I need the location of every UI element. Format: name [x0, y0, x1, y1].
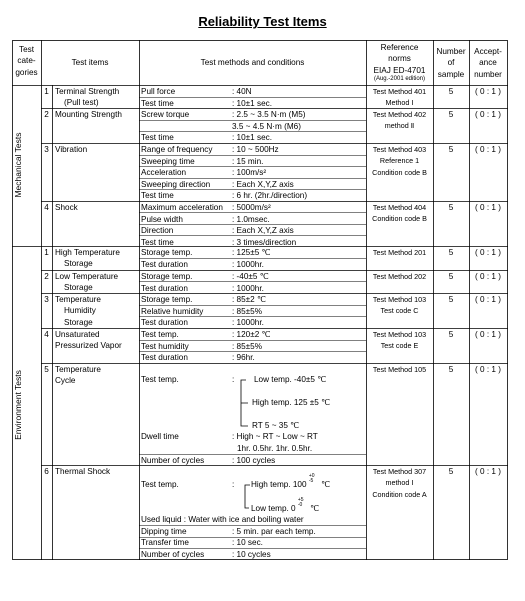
header-category: Test cate- gories [15, 45, 38, 77]
condition-label: Acceleration [141, 168, 187, 177]
condition-label: Pull force [141, 87, 176, 96]
row-number: 6 [44, 467, 49, 476]
header-test-items: Test items [71, 58, 109, 67]
cycle-dwell-durations: 1hr. 0.5hr. 1hr. 0.5hr. [237, 444, 313, 453]
condition-label: Storage temp. [141, 248, 193, 257]
condition-value: : 15 min. [232, 156, 264, 166]
condition-value: : 10±1 sec. [232, 133, 272, 142]
shock-cycles-label: Number of cycles [141, 550, 205, 559]
condition-value: 3.5 ~ 4.5 N·m (M6) [232, 121, 301, 131]
cycle-high-temp: High temp. 125 ±5 ℃ [252, 398, 331, 407]
condition-value: : 10 ~ 500Hz [232, 145, 279, 154]
condition-value: : Each X,Y,Z axis [232, 226, 294, 235]
test-item-name: Pressurized Vapor [55, 341, 122, 351]
acceptance-number: ( 0 : 1 ) [475, 203, 501, 212]
reference-norm: Test Method 103 [372, 295, 427, 304]
condition-label: Test time [141, 133, 174, 142]
condition-value: : 100m/s² [232, 168, 267, 177]
row-number: 2 [44, 272, 49, 281]
acceptance-number: ( 0 : 1 ) [475, 467, 501, 476]
reference-norm: Test Method 402 [372, 110, 427, 119]
test-item-name: Temperature [55, 295, 101, 304]
row-number: 3 [44, 145, 49, 154]
condition-label: Pulse width [141, 214, 183, 224]
reference-norm: Test Method 403 [372, 145, 427, 154]
sample-count: 5 [448, 272, 454, 281]
cycle-test-temp-label: Test temp. [141, 375, 179, 384]
condition-label: Sweeping direction [141, 179, 211, 189]
category-mechanical-tests: Mechanical Tests [13, 132, 23, 198]
reference-norm: Test Method 401 [372, 87, 427, 96]
cycle-count-label: Number of cycles [141, 456, 205, 465]
condition-label: Storage temp. [141, 272, 193, 281]
page-title: Reliability Test Items [198, 14, 327, 29]
cycle-count-value: : 100 cycles [232, 456, 276, 465]
shock-test-temp-label: Test temp. [141, 480, 179, 489]
test-item-name: (Pull test) [64, 98, 99, 108]
test-item-name: High Temperature [55, 248, 120, 257]
reference-norm: Test Method 105 [372, 365, 427, 374]
row-number: 5 [44, 365, 49, 374]
reference-norm: Method Ⅰ [385, 98, 414, 108]
reference-norm: Condition code A [372, 489, 427, 499]
test-item-name: Unsaturated [55, 330, 100, 339]
condition-value: : 85±5% [232, 341, 262, 351]
condition-value: : 6 hr. (2hr./direction) [232, 191, 308, 200]
condition-label: Test duration [141, 353, 188, 362]
condition-label: Range of frequency [141, 145, 213, 154]
shock-dipping-label: Dipping time [141, 527, 187, 536]
reference-norm: Test Method 103 [372, 330, 427, 339]
acceptance-number: ( 0 : 1 ) [475, 365, 501, 374]
condition-value: : 85±5% [232, 306, 262, 316]
row-number: 3 [44, 295, 49, 304]
reference-norm: Test Method 307 [372, 467, 427, 476]
header-test-methods: Test methods and conditions [200, 58, 305, 67]
condition-label: Storage temp. [141, 295, 193, 304]
reference-norm: Test code C [380, 306, 419, 316]
row-number: 2 [44, 110, 49, 119]
test-item-name: Low Temperature [55, 272, 119, 281]
acceptance-number: ( 0 : 1 ) [475, 87, 501, 96]
reference-norm: method Ⅱ [384, 121, 415, 131]
document-page: Reliability Test Items Test cate- gories Test items Test methods and conditions Reference norms EIAJ ED-4701 (Aug.-2001 edition) Number of sample Accept- ance number Mechanical Tests Environment Tests 1 Terminal Strength (Pull test) Test Method 401 Method Ⅰ 5 ( 0 : 1 ) 2 Mounting Strength Test Method 402 method Ⅱ 5 ( 0 : 1 ) 3 Vibration Test Method 403 Reference 1 Condition code B 5 ( 0 : 1 ) 4 Shock Test Method 404 Condition code B 5 ( 0 : 1 ) 1 High Temperature Storage Test Method 201 5 ( 0 : 1 ) 2 Low Temperature Storage Test Method 202 5 ( 0 : 1 ) 3 Temperature Humidity Storage Test Method 103 Test code C 5 ( 0 : 1 ) 4 Unsaturated Pressurized Vapor Test Method 103 Test code E 5 ( 0 : 1 ) 5 Temperature Cycle Test Method 105 5 ( 0 : 1 ) 6 Thermal Shock Test Method 307 method Ⅰ Condition code A 5 ( 0 : 1 ) Pull force : 40N Test time : 10±1 sec. Screw torque : 2.5 ~ 3.5 N·m (M5) 3.5 ~ 4.5 N·m (M6) Test time : 10±1 sec. Range of frequency : 10 ~ 500Hz Sweeping time : 15 min. Acceleration : 100m/s² Sweeping direction : Each X,Y,Z axis Test time : 6 hr. (2hr./direction) Maximum acceleration : 5000m/s² Pulse width : 1.0msec. Direction : Each X,Y,Z axis Test time : 3 times/direction Storage temp. : 125±5 ℃ Test duration : 1000hr. Storage temp. : -40±5 ℃ Test duration : 1000hr. Storage temp. : 85±2 ℃ Relative humidity : 85±5% Test duration : 1000hr. Test temp. : 120±2 ℃ Test humidity : 85±5% Test duration : 96hr. Test temp. : Low temp. -40±5 ℃ High temp. 125 ±5 ℃ RT 5 ~ 35 ℃ Dwell time : High ~ RT ~ Low ~ RT 1hr. 0.5hr. 1hr. 0.5hr. Number of cycles : 100 cycles Test temp. : High temp. 100 +0 -5 ℃ Low temp. 0 +5 -0 ℃ Used liquid : Water with ice and boiling water Dipping time : 5 min. par each temp. Transfer time : 10 sec. Number of cycles : 10 cycles [0, 0, 525, 601]
reference-norm: Test Method 201 [372, 248, 427, 257]
acceptance-number: ( 0 : 1 ) [475, 248, 501, 257]
condition-value: : 125±5 ℃ [232, 248, 271, 257]
header-acceptance-number: Accept- ance number [474, 47, 502, 79]
acceptance-number: ( 0 : 1 ) [475, 145, 501, 154]
sample-count: 5 [448, 87, 454, 96]
test-item-name: Mounting Strength [55, 110, 122, 119]
condition-value: : 96hr. [232, 353, 255, 362]
condition-value: : 1000hr. [232, 283, 264, 293]
reference-norm: Test Method 202 [372, 272, 427, 281]
acceptance-number: ( 0 : 1 ) [475, 110, 501, 119]
condition-value: : 1.0msec. [232, 214, 270, 224]
test-item-name: Shock [55, 203, 78, 212]
cycle-low-temp: Low temp. -40±5 ℃ [254, 375, 327, 384]
condition-label: Direction [141, 226, 174, 235]
condition-label: Test time [141, 98, 174, 108]
sample-count: 5 [448, 110, 454, 119]
condition-label: Test duration [141, 318, 188, 327]
shock-transfer-value: : 10 sec. [232, 538, 263, 547]
test-item-name: Cycle [55, 376, 76, 386]
shock-low-temp: Low temp. 0 +5 -0 ℃ [251, 497, 320, 513]
test-item-name: Storage [64, 259, 93, 269]
condition-value: : 120±2 ℃ [232, 330, 271, 339]
condition-value: : 1000hr. [232, 259, 264, 269]
condition-label: Maximum acceleration [141, 203, 223, 212]
condition-value: : 2.5 ~ 3.5 N·m (M5) [232, 110, 306, 119]
reference-norm: Condition code B [372, 167, 427, 177]
cycle-room-temp: RT 5 ~ 35 ℃ [252, 421, 300, 430]
reference-norm: Test code E [380, 341, 419, 351]
sample-count: 5 [448, 365, 454, 374]
reference-norm: Condition code B [372, 214, 427, 224]
condition-value: : -40±5 ℃ [232, 272, 269, 281]
condition-value: : 10±1 sec. [232, 98, 272, 108]
sample-count: 5 [448, 145, 454, 154]
row-number: 4 [44, 330, 49, 339]
cycle-dwell-label: Dwell time [141, 432, 179, 441]
test-item-name: Storage [64, 317, 93, 327]
condition-value: : Each X,Y,Z axis [232, 179, 294, 189]
header-number-of-sample: Number of sample [436, 47, 466, 79]
condition-label: Screw torque [141, 110, 190, 119]
shock-dipping-value: : 5 min. par each temp. [232, 527, 316, 536]
condition-label: Test time [141, 237, 174, 247]
test-item-name: Thermal Shock [55, 467, 111, 476]
shock-cycles-value: : 10 cycles [232, 550, 271, 559]
row-number: 1 [44, 248, 49, 257]
category-environment-tests: Environment Tests [13, 370, 23, 440]
test-item-name: Vibration [55, 145, 88, 154]
shock-high-temp: High temp. 100 +0 -5 ℃ [251, 473, 331, 489]
condition-label: Test duration [141, 283, 188, 293]
test-item-name: Storage [64, 283, 93, 293]
acceptance-number: ( 0 : 1 ) [475, 295, 501, 304]
condition-value: : 1000hr. [232, 318, 264, 327]
shock-used-liquid: Used liquid : Water with ice and boiling water [141, 515, 304, 524]
condition-value: : 40N [232, 87, 252, 96]
sample-count: 5 [448, 330, 454, 339]
header-reference-norms: Reference norms EIAJ ED-4701 (Aug.-2001 edition) [373, 43, 426, 83]
row-number: 4 [44, 203, 49, 212]
condition-value: : 85±2 ℃ [232, 295, 267, 304]
cycle-dwell-sequence: : High ~ RT ~ Low ~ RT [232, 432, 318, 441]
reference-norm: Reference 1 [379, 156, 420, 166]
sample-count: 5 [448, 467, 454, 476]
test-item-name: Humidity [64, 306, 96, 316]
condition-label: Test temp. [141, 330, 179, 339]
condition-label: Test duration [141, 259, 188, 269]
condition-label: Sweeping time [141, 156, 195, 166]
condition-label: Test humidity [141, 341, 189, 351]
shock-transfer-label: Transfer time [141, 538, 189, 547]
test-item-name: Temperature [55, 365, 101, 374]
row-number: 1 [44, 87, 49, 96]
condition-label: Test time [141, 191, 174, 200]
condition-value: : 5000m/s² [232, 203, 271, 212]
condition-label: Relative humidity [141, 306, 204, 316]
acceptance-number: ( 0 : 1 ) [475, 272, 501, 281]
sample-count: 5 [448, 248, 454, 257]
condition-value: : 3 times/direction [232, 237, 297, 247]
reference-norm: Test Method 404 [372, 203, 427, 212]
sample-count: 5 [448, 295, 454, 304]
reference-norm: method Ⅰ [385, 478, 414, 488]
sample-count: 5 [448, 203, 454, 212]
acceptance-number: ( 0 : 1 ) [475, 330, 501, 339]
test-item-name: Terminal Strength [55, 87, 120, 96]
